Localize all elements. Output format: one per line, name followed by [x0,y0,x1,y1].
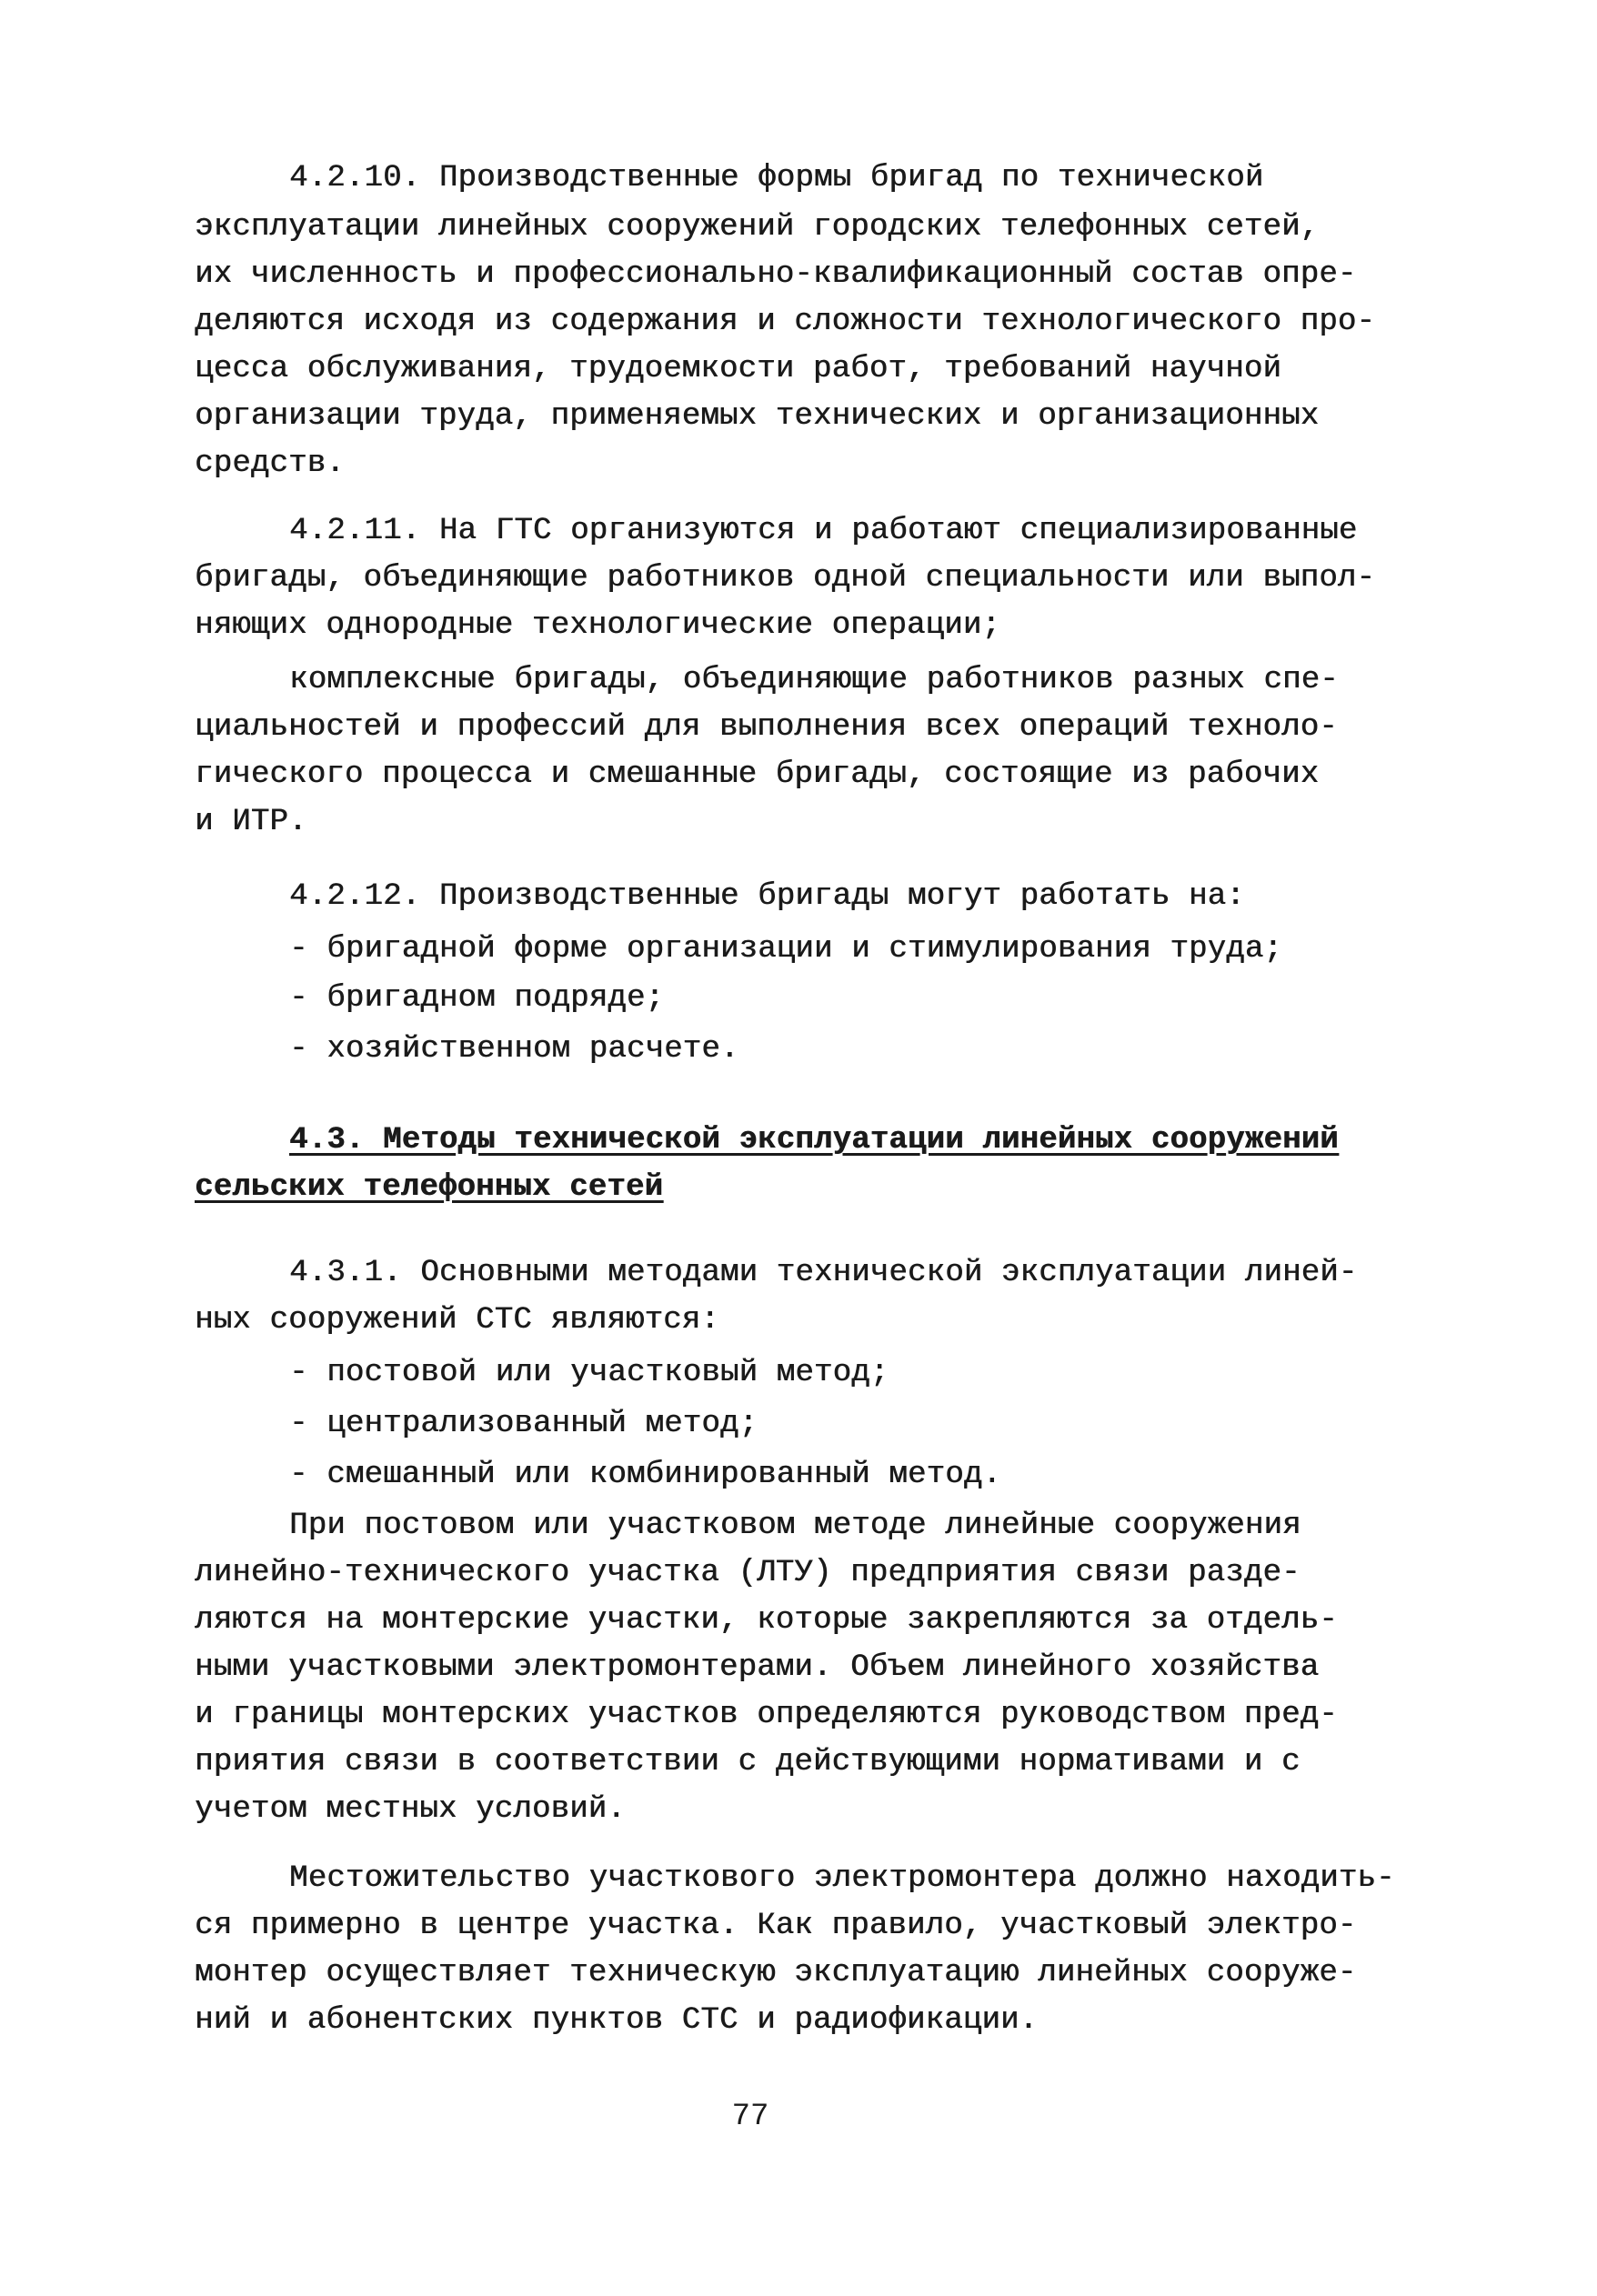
section-heading-line-2: сельских телефонных сетей [195,1170,664,1205]
p4210-line-1: 4.2.10. Производственные формы бригад по технической [289,161,1264,196]
p4211-line-1: 4.2.11. На ГТС организуются и работают специализированные [289,514,1358,548]
p431-item-3: - смешанный или комбинированный метод. [289,1458,1001,1492]
p431-line-1: 4.3.1. Основными методами технической эксплуатации линей- [289,1256,1358,1290]
p4210-line-6: организации труда, применяемых технических и организационных [195,399,1320,434]
p4212-item-2: - бригадном подряде; [289,981,665,1016]
p4211-line-2: бригады, объединяющие работников одной специальности или выпол- [195,561,1376,596]
p4211b-line-2: циальностей и профессий для выполнения всех операций техноло- [195,710,1338,745]
p431c-line-4: ний и абонентских пунктов СТС и радиофикации. [195,2003,1039,2038]
p431-item-1: - постовой или участковый метод; [289,1356,889,1390]
p4211b-line-4: и ИТР. [195,805,307,839]
section-heading-line-1: 4.3. Методы технической эксплуатации линейных сооружений [289,1123,1339,1158]
p431b-line-2: линейно-технического участка (ЛТУ) предприятия связи разде- [195,1556,1301,1590]
p431b-line-3: ляются на монтерские участки, которые закрепляются за отдель- [195,1603,1338,1638]
p4210-line-5: цесса обслуживания, трудоемкости работ, требований научной [195,352,1281,386]
p431c-line-3: монтер осуществляет техническую эксплуатацию линейных сооруже- [195,1956,1357,1990]
p4210-line-2: эксплуатации линейных сооружений городских телефонных сетей, [195,210,1320,245]
p4212-item-1: - бригадной форме организации и стимулирования труда; [289,932,1282,967]
p431b-line-5: и границы монтерских участков определяются руководством пред- [195,1698,1338,1732]
page-number: 77 [731,2100,769,2134]
p4212-item-3: - хозяйственном расчете. [289,1032,739,1067]
p4210-line-4: деляются исходя из содержания и сложности технологического про- [195,305,1376,339]
p431b-line-1: При постовом или участковом методе линейные сооружения [289,1509,1301,1543]
p431c-line-1: Местожительство участкового электромонтера должно находить- [289,1861,1395,1896]
p431b-line-4: ными участковыми электромонтерами. Объем линейного хозяйства [195,1650,1320,1685]
p4211b-line-3: гического процесса и смешанные бригады, состоящие из рабочих [195,757,1320,792]
p431-item-2: - централизованный метод; [289,1407,758,1441]
p4212-line-1: 4.2.12. Производственные бригады могут работать на: [289,879,1245,914]
p4210-line-3: их численность и профессионально-квалификационный состав опре- [195,257,1357,292]
p431c-line-2: ся примерно в центре участка. Как правило, участковый электро- [195,1909,1357,1943]
p431b-line-7: учетом местных условий. [195,1792,626,1827]
p431b-line-6: приятия связи в соответствии с действующими нормативами и с [195,1745,1301,1780]
p431-line-2: ных сооружений СТС являются: [195,1303,719,1338]
p4211-line-3: няющих однородные технологические операции; [195,608,1000,643]
p4210-line-7: средств. [195,446,345,481]
p4211b-line-1: комплексные бригады, объединяющие работников разных спе- [289,663,1339,697]
